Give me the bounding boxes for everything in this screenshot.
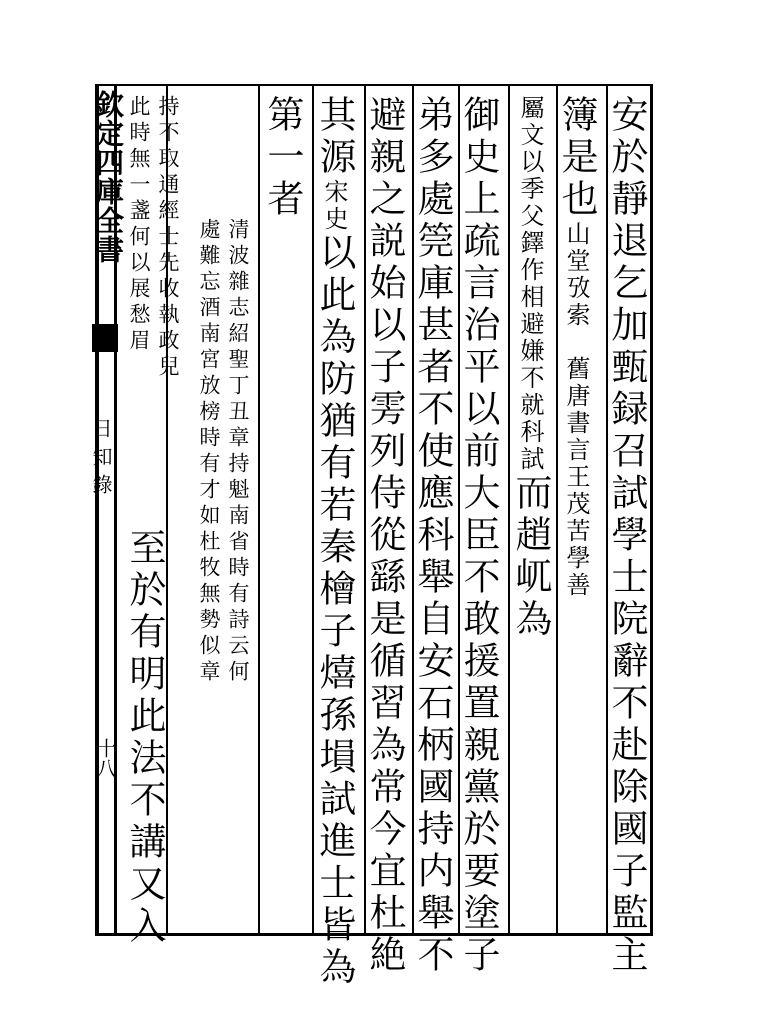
book-title: 欽定四庫全書	[92, 90, 125, 264]
text-column-8: 第一者	[261, 95, 304, 221]
text-column-2	[555, 95, 598, 599]
annotation-text: 屬文以季父鐸作相避嫌不就科試	[516, 95, 544, 473]
main-text: 其源	[313, 95, 356, 179]
annotation-text: 舊唐書言王茂苦學善	[562, 356, 590, 599]
text-column-1: 安於靜退乞加甄録召試學士院辭不赴除國子監主	[605, 95, 648, 977]
text-column-3	[509, 95, 552, 641]
annotation-text: 山堂攷索	[562, 221, 590, 329]
text-column-6: 避親之説始以子雱列侍從繇是循習為常今宜杜絶	[363, 95, 406, 977]
annotation-line-a: 清波雜志紹聖丁丑章持魁南省時有詩云何	[226, 218, 250, 686]
spacer	[562, 329, 590, 356]
text-column-9: 至於有明此法不講又入	[123, 528, 166, 948]
page-number: 十八	[93, 738, 117, 778]
main-text: 以此為防猶有若秦檜子熺孫塤試進士皆為	[313, 233, 356, 989]
section-label: 日知錄	[89, 418, 113, 502]
main-text: 簿是也	[555, 95, 598, 221]
text-column-7	[313, 95, 356, 989]
annotation-text: 宋史	[320, 179, 348, 233]
annotation-pair-9	[120, 95, 178, 381]
annotation-pair-8	[190, 218, 248, 686]
column-divider	[258, 84, 260, 936]
annotation-line-b: 此時無一盞何以展愁眉	[127, 95, 151, 355]
black-fishtail-mark	[92, 324, 118, 352]
text-column-5: 弟多處筦庫甚者不使應科舉自安石柄國持内舉不	[411, 95, 454, 977]
main-text: 而趙屼為	[509, 473, 552, 641]
annotation-line-a: 持不取通經士先收執政兒	[156, 95, 180, 381]
text-column-4: 御史上疏言治平以前大臣不敢援置親黨於要塗子	[457, 95, 500, 977]
annotation-line-b: 處難忘酒南宮放榜時有才如杜牧無勢似章	[197, 218, 221, 686]
